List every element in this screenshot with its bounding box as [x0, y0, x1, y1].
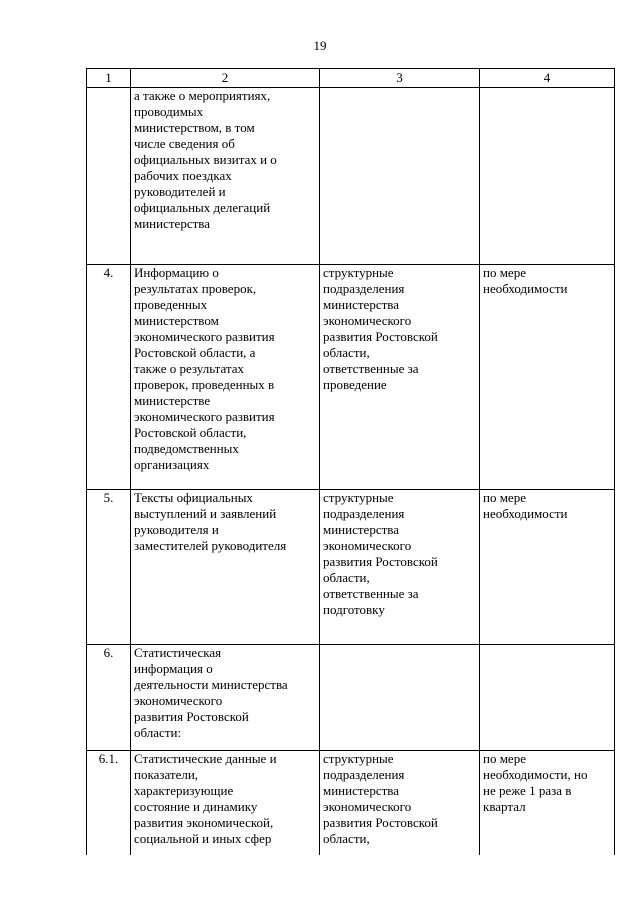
row-number — [87, 645, 131, 751]
info-text: Статистические данные и показатели, характеризующие состояние и динамику развития экономической, социальной и иных сфер — [134, 751, 277, 846]
info-text: Статистическая информация о деятельности министерства экономического развития Ростовской области: — [134, 645, 288, 740]
table-row — [87, 265, 615, 490]
term-text: по мере необходимости, но не реже 1 раза в квартал — [483, 751, 588, 814]
column-header-3: 3 — [320, 69, 480, 88]
page-number: 19 — [313, 38, 327, 53]
term-cell — [480, 645, 615, 751]
row-number-text: 6. — [103, 645, 114, 660]
row-number — [87, 88, 131, 265]
info-text: а также о мероприятиях, проводимых министерством, в том числе сведения об официальных визитах и о рабочих поездках руководителей и официальных делегаций министерства — [134, 88, 277, 231]
term-cell — [480, 88, 615, 265]
row-number — [87, 751, 131, 855]
info-cell — [131, 88, 320, 265]
table-row — [87, 490, 615, 645]
row-number-text: 4. — [103, 265, 114, 280]
responsible-text: структурные подразделения министерства экономического развития Ростовской области, — [323, 751, 438, 846]
responsible-text: структурные подразделения министерства экономического развития Ростовской области, ответственные за проведение — [323, 265, 438, 392]
responsible-cell — [320, 88, 480, 265]
row-number — [87, 265, 131, 490]
table-header-row — [87, 69, 615, 88]
info-cell — [131, 265, 320, 490]
document-table — [86, 68, 615, 855]
responsible-cell — [320, 490, 480, 645]
term-text: по мере необходимости — [483, 265, 568, 296]
info-text: Тексты официальных выступлений и заявлений руководителя и заместителей руководителя — [134, 490, 287, 553]
row-number-text: 5. — [103, 490, 114, 505]
responsible-text: структурные подразделения министерства экономического развития Ростовской области, ответственные за подготовку — [323, 490, 438, 617]
responsible-cell — [320, 265, 480, 490]
row-number-text: 6.1. — [98, 751, 119, 766]
table-row — [87, 88, 615, 265]
row-number — [87, 490, 131, 645]
info-text: Информацию о результатах проверок, проведенных министерством экономического развития Ростовской области, а также о результатах проверок, проведенных в министерстве экономического развития Ростовской области, подведомственных организациях — [134, 265, 275, 472]
term-cell — [480, 490, 615, 645]
info-cell — [131, 645, 320, 751]
table-row — [87, 751, 615, 855]
column-header-1: 1 — [87, 69, 131, 88]
table-row — [87, 645, 615, 751]
info-cell — [131, 490, 320, 645]
term-cell — [480, 751, 615, 855]
column-header-2: 2 — [131, 69, 320, 88]
responsible-cell — [320, 645, 480, 751]
info-cell — [131, 751, 320, 855]
term-cell — [480, 265, 615, 490]
column-header-4: 4 — [480, 69, 615, 88]
term-text: по мере необходимости — [483, 490, 568, 521]
responsible-cell — [320, 751, 480, 855]
